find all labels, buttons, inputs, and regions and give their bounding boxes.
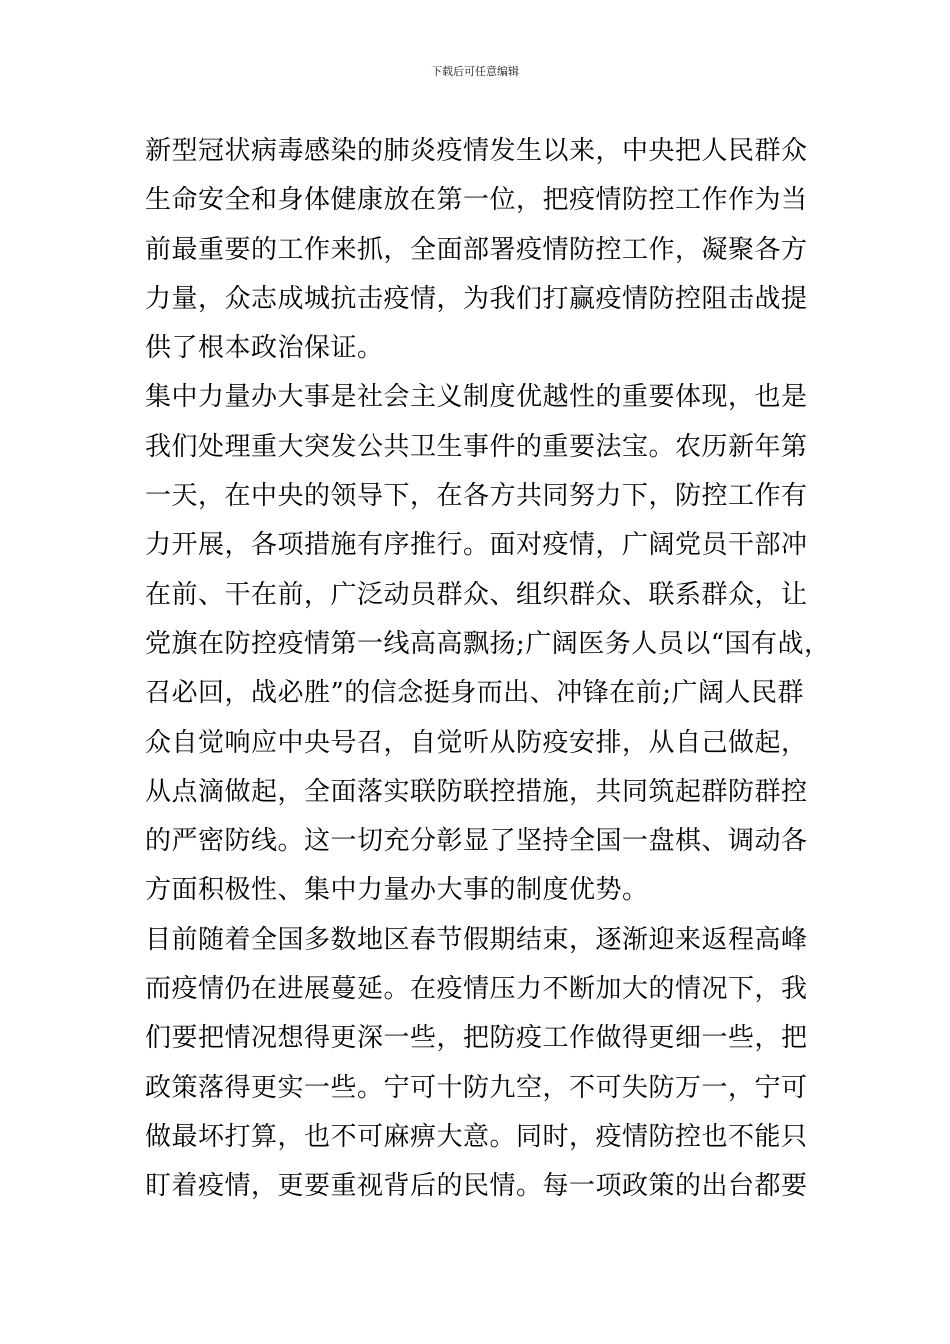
text-line: 前最重要的工作来抓，全面部署疫情防控工作，凝聚各方: [145, 234, 808, 265]
text-line: 从点滴做起，全面落实联防联控措施，共同筑起群防群控: [145, 776, 808, 807]
text-line: 方面积极性、集中力量办大事的制度优势。: [145, 875, 649, 906]
text-line: 众自觉响应中央号召，自觉听从防疫安排，从自己做起，: [145, 727, 808, 758]
text-line: 的严密防线。这一切充分彰显了坚持全国一盘棋、调动各: [145, 826, 808, 857]
text-line: 盯着疫情，更要重视背后的民情。每一项政策的出台都要: [145, 1171, 808, 1202]
text-line: 目前随着全国多数地区春节假期结束，逐渐迎来返程高峰: [145, 924, 808, 955]
text-line: 我们处理重大突发公共卫生事件的重要法宝。农历新年第: [145, 431, 808, 462]
text-line: 新型冠状病毒感染的肺炎疫情发生以来，中央把人民群众: [145, 136, 808, 166]
text-line: 召必回，战必胜”的信念挺身而出、冲锋在前;广阔人民群: [145, 678, 805, 709]
paragraph-1: [145, 127, 815, 373]
text-line: 做最坏打算，也不可麻痹大意。同时，疫情防控也不能只: [145, 1121, 808, 1152]
text-line: 而疫情仍在进展蔓延。在疫情压力不断加大的情况下，我: [145, 974, 808, 1005]
text-line: 一天，在中央的领导下，在各方共同努力下，防控工作有: [145, 481, 808, 512]
text-line: 集中力量办大事是社会主义制度优越性的重要体现，也是: [145, 382, 808, 413]
text-line: 们要把情况想得更深一些，把防疫工作做得更细一些，把: [145, 1023, 808, 1054]
text-line: 生命安全和身体健康放在第一位，把疫情防控工作作为当: [145, 185, 808, 216]
text-line: 党旗在防控疫情第一线高高飘扬;广阔医务人员以“国有战，: [145, 628, 831, 659]
text-line: 力开展，各项措施有序推行。面对疫情，广阔党员干部冲: [145, 530, 808, 561]
document-body: [145, 127, 831, 1212]
page-header: 下载后可任意编辑: [431, 65, 519, 78]
text-line: 政策落得更实一些。宁可十防九空，不可失防万一，宁可: [145, 1072, 808, 1103]
text-line: 供了根本政治保证。: [145, 333, 384, 364]
text-line: 在前、干在前，广泛动员群众、组织群众、联系群众，让: [145, 579, 808, 610]
text-line: 力量，众志成城抗击疫情，为我们打赢疫情防控阻击战提: [145, 283, 808, 314]
paragraph-3: [145, 916, 815, 1212]
paragraph-2: [145, 373, 831, 915]
